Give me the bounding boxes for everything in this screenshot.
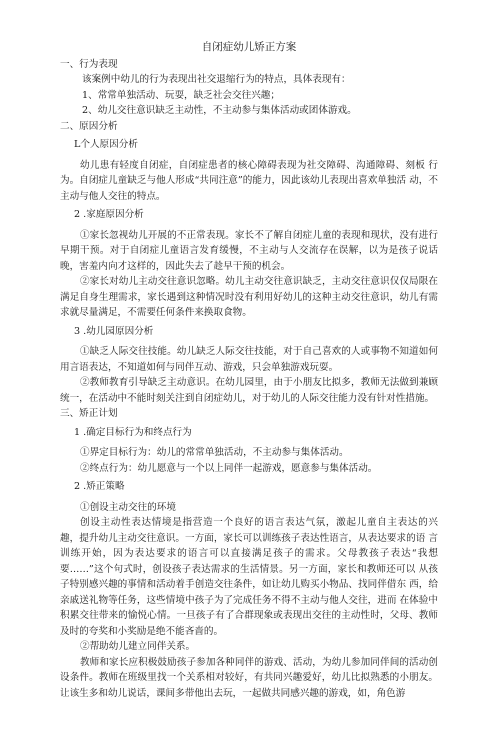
paragraph: ②终点行为：幼儿愿意与一个以上同伴一起游戏，愿意参与集体活动。 [80,462,378,474]
paragraph: ②家长对幼儿主动交往意识忽略。幼儿主动交往意识缺乏，主动交往意识仅仅局限在满足自身生理需求，家长遇到这种情况时没有利用好幼儿的这种主动交往意识，幼儿有需求就尽量满足，不需要任何条件来换取食物。 [60,276,438,318]
paragraph: ②帮助幼儿建立同伴关系。 [80,641,196,652]
subsection-heading: L个人原因分析 [74,139,138,150]
section-3-heading: 三、矫正计划 [60,408,118,419]
paragraph: ①界定目标行为：幼儿的常常单独活动，不主动参与集体活动。 [80,447,349,458]
paragraph: 幼儿患有轻度自闭症，自闭症患者的核心障碍表现为社交障碍、沟通障碍、刻板 行为。自闭症儿童缺乏与他人形成“共同注意”的能力，因此该幼儿表现出喜欢单独活 动，不主动与他人交往的特点。 [60,159,438,202]
page-title: 自闭症幼儿矫正方案 [201,41,297,53]
subsection-heading: 1 .确定目标行为和终点行为 [74,426,192,438]
section-1-intro: 该案例中幼儿的行为表现出社交退缩行为的特点，具体表现有： [82,74,351,85]
subsection-heading: 2 .矫正策略 [74,481,125,492]
subsection-heading: 3 .幼儿园原因分析 [74,325,154,337]
list-item: 1、常常单独活动、玩耍，缺乏社会交往兴趣； [82,89,280,101]
paragraph: ②教师教育引导缺乏主动意识。在幼儿园里，由于小朋友比拟多，教师无法做到兼顾统一，在活动中不能时刻关注到自闭症幼儿，对于幼儿的人际交往能力没有针对性措施。 [60,377,438,404]
list-item: 2、幼儿交往意识缺乏主动性，不主动参与集体活动或团体游戏。 [82,105,357,116]
subsection-heading: 2 .家庭原因分析 [74,209,144,220]
paragraph: ①家长忽视幼儿开展的不正常表现。家长不了解自闭症儿童的表现和现状，没有进行早期干预。对于自闭症儿童语言发育缓慢，不主动与人交流存在误解，以为是孩子说话晚，害羞内向才这样的，因此失去了趁早干预的机会。 [60,229,438,272]
paragraph: 创设主动性表达情境是指营造一个良好的语言表达气氛，激起儿童自主表达的兴 趣，提升幼儿主动交往意识。一方面，家长可以训练孩子表达性语言，从表达要求的语 言训练开始，因为表达要求的语言可以直接满足孩子的需求。父母教孩子表达“我想 要……”这个句式时，创设孩子表达需求的生活情景。另一方面，家长和教师还可以 从孩子特别感兴趣的事情和活动着手创造交往条件，如让幼儿购买小物品、找同伴借东 西，给亲戚送礼物等任务，这些情境中孩子为了完成任务不得不主动与他人交往，进而 在体验中积累交往带来的愉悦心情。一旦孩子有了合群现象或表现出交往的主动性时，父母、教师及时的夸奖和小奖励是绝不能吝啬的。 [60,517,438,637]
section-2-heading: 二、原因分析 [60,120,118,132]
section-1-heading: 一、行为表现 [60,58,118,70]
paragraph: 教师和家长应积极鼓励孩子参加各种同伴的游戏、活动，为幼儿参加同伴间的活动创设条件。教师在班级里找一个关系相对较好，有共同兴趣爱好，幼儿比拟熟悉的小朋友。让该生多和幼儿说话，课间多带他出去玩，一起做共同感兴趣的游戏，如，角色游 [60,656,438,699]
paragraph: ①创设主动交往的环境 [80,501,176,513]
paragraph: ①缺乏人际交往技能。幼儿缺乏人际交往技能，对于自己喜欢的人或事物不知道如何用言语表达，不知道如何与同伴互动、游戏，只会单独游戏玩耍。 [60,346,438,373]
